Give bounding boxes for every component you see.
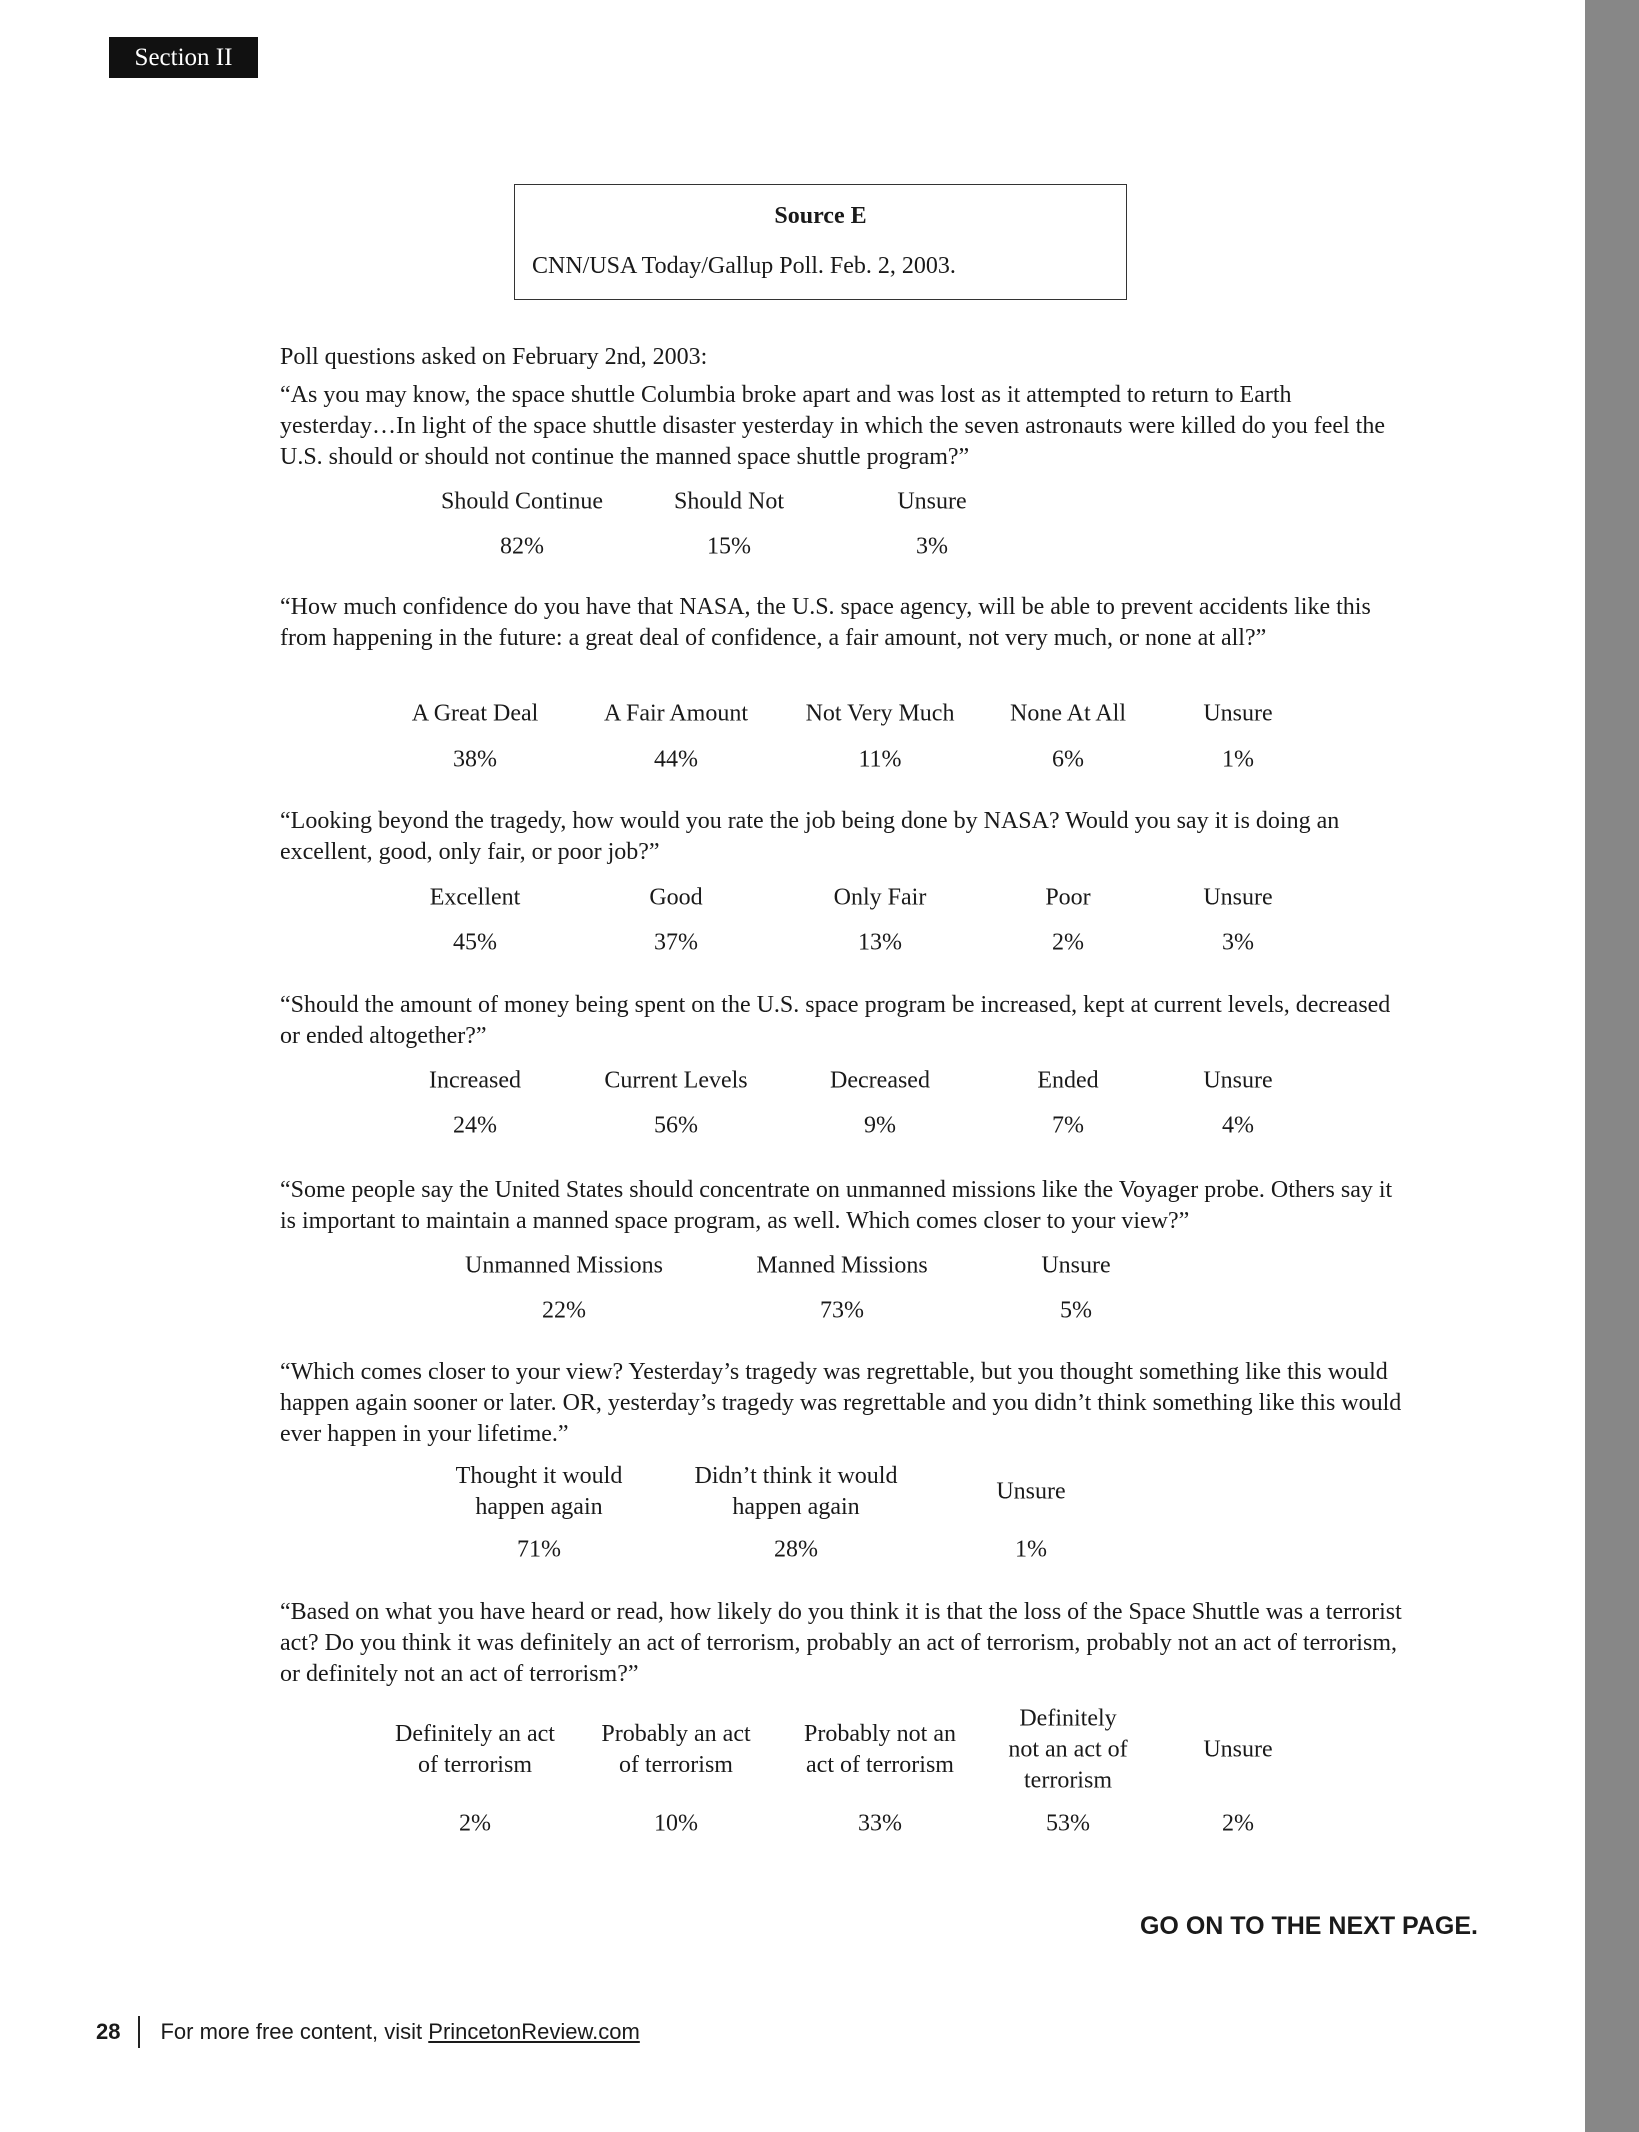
- answer-percentage: 2%: [1052, 929, 1084, 956]
- answer-label: Only Fair: [833, 884, 927, 911]
- answer-percentage: 33%: [858, 1810, 902, 1837]
- poll-intro: Poll questions asked on February 2nd, 2003:: [280, 344, 708, 370]
- answer-label: Unsure: [1203, 1736, 1273, 1763]
- answer-percentage: 2%: [459, 1810, 491, 1837]
- answer-label: Unsure: [1203, 700, 1273, 727]
- page-edge-bar: [1585, 0, 1639, 2132]
- question-text: “Looking beyond the tragedy, how would you rate the job being done by NASA? Would you say it is doing an excellent, good, only fair, or poor job?”: [280, 808, 1340, 865]
- answer-label: Definitely not an act of terrorism: [1008, 1705, 1128, 1794]
- answer-label: A Fair Amount: [603, 700, 749, 727]
- princeton-review-link[interactable]: PrincetonReview.com: [428, 2019, 640, 2044]
- answer-percentage: 9%: [864, 1112, 896, 1139]
- answer-percentage: 1%: [1222, 746, 1254, 773]
- answer-label: Probably an act of terrorism: [601, 1721, 751, 1778]
- question-text: “Some people say the United States should concentrate on unmanned missions like the Voyager probe. Others say it is important to maintain a manned space program, as well. Which comes closer to your view?”: [280, 1177, 1393, 1234]
- answer-percentage: 53%: [1046, 1810, 1090, 1837]
- answer-percentage: 82%: [500, 533, 544, 560]
- answer-percentage: 15%: [707, 533, 751, 560]
- question-text: “Should the amount of money being spent on the U.S. space program be increased, kept at current levels, decreased or ended altogether?”: [280, 992, 1391, 1049]
- answer-percentage: 38%: [453, 746, 497, 773]
- answer-label: Didn’t think it would happen again: [694, 1463, 898, 1520]
- answer-percentage: 7%: [1052, 1112, 1084, 1139]
- answer-label: Definitely an act of terrorism: [395, 1721, 555, 1778]
- answer-label: Unsure: [897, 488, 967, 515]
- source-box: [514, 184, 1127, 300]
- answer-label: Excellent: [429, 884, 521, 911]
- answer-percentage: 3%: [916, 533, 948, 560]
- answer-label: None At All: [1009, 700, 1127, 727]
- page-number: 28: [96, 2019, 121, 2044]
- answer-label: Unmanned Missions: [465, 1252, 663, 1279]
- answer-label: Unsure: [1203, 1067, 1273, 1094]
- answer-label: Should Not: [673, 488, 785, 515]
- answer-label: Increased: [429, 1067, 521, 1094]
- answer-label: Unsure: [1203, 884, 1273, 911]
- answer-percentage: 6%: [1052, 746, 1084, 773]
- answer-percentage: 73%: [820, 1297, 864, 1324]
- answer-percentage: 22%: [542, 1297, 586, 1324]
- answer-percentage: 37%: [654, 929, 698, 956]
- answer-label: Manned Missions: [756, 1252, 928, 1279]
- question-text: “How much confidence do you have that NASA, the U.S. space agency, will be able to prevent accidents like this from happening in the future: a great deal of confidence, a fair amount, not very much, or none at all?”: [280, 594, 1371, 651]
- answer-label: Unsure: [1041, 1252, 1111, 1279]
- section-badge: Section II: [109, 37, 258, 78]
- answer-label: A Great Deal: [411, 700, 539, 727]
- answer-label: Poor: [1045, 884, 1091, 911]
- answer-percentage: 28%: [774, 1536, 818, 1563]
- answer-label: Should Continue: [440, 488, 604, 515]
- answer-percentage: 10%: [654, 1810, 698, 1837]
- answer-label: Thought it would happen again: [455, 1463, 623, 1520]
- answer-percentage: 4%: [1222, 1112, 1254, 1139]
- answer-percentage: 45%: [453, 929, 497, 956]
- source-title: Source E: [774, 203, 867, 229]
- answer-percentage: 2%: [1222, 1810, 1254, 1837]
- answer-label: Good: [649, 884, 703, 911]
- answer-percentage: 44%: [654, 746, 698, 773]
- question-text: “Which comes closer to your view? Yesterday’s tragedy was regrettable, but you thought something like this would happen again sooner or later. OR, yesterday’s tragedy was regrettable and you didn’t think something like this would ever happen in your lifetime.”: [280, 1359, 1402, 1447]
- answer-label: Unsure: [996, 1478, 1066, 1505]
- answer-percentage: 11%: [858, 746, 902, 773]
- answer-percentage: 56%: [654, 1112, 698, 1139]
- answer-label: Ended: [1037, 1067, 1099, 1094]
- page-footer: [96, 2016, 640, 2048]
- answer-percentage: 1%: [1015, 1536, 1047, 1563]
- answer-label: Decreased: [830, 1067, 930, 1094]
- footer-divider: [138, 2016, 140, 2048]
- answer-percentage: 13%: [858, 929, 902, 956]
- footer-text: For more free content, visit: [160, 2019, 423, 2044]
- question-text: “Based on what you have heard or read, how likely do you think it is that the loss of the Space Shuttle was a terrorist act? Do you think it was definitely an act of terrorism, probably an act of terrorism, probably not an act of terrorism, or definitely not an act of terrorism?”: [280, 1599, 1402, 1687]
- question-text: “As you may know, the space shuttle Columbia broke apart and was lost as it attempted to return to Earth yesterday…In light of the space shuttle disaster yesterday in which the seven astronauts were killed do you feel the U.S. should or should not continue the manned space shuttle program?”: [280, 382, 1385, 470]
- answer-percentage: 3%: [1222, 929, 1254, 956]
- answer-percentage: 71%: [517, 1536, 561, 1563]
- answer-label: Probably not an act of terrorism: [804, 1721, 956, 1778]
- answer-label: Not Very Much: [805, 700, 955, 727]
- answer-label: Current Levels: [604, 1067, 748, 1094]
- answer-percentage: 5%: [1060, 1297, 1092, 1324]
- answer-percentage: 24%: [453, 1112, 497, 1139]
- go-on-notice: GO ON TO THE NEXT PAGE.: [1139, 1912, 1478, 1940]
- source-citation: CNN/USA Today/Gallup Poll. Feb. 2, 2003.: [532, 253, 956, 279]
